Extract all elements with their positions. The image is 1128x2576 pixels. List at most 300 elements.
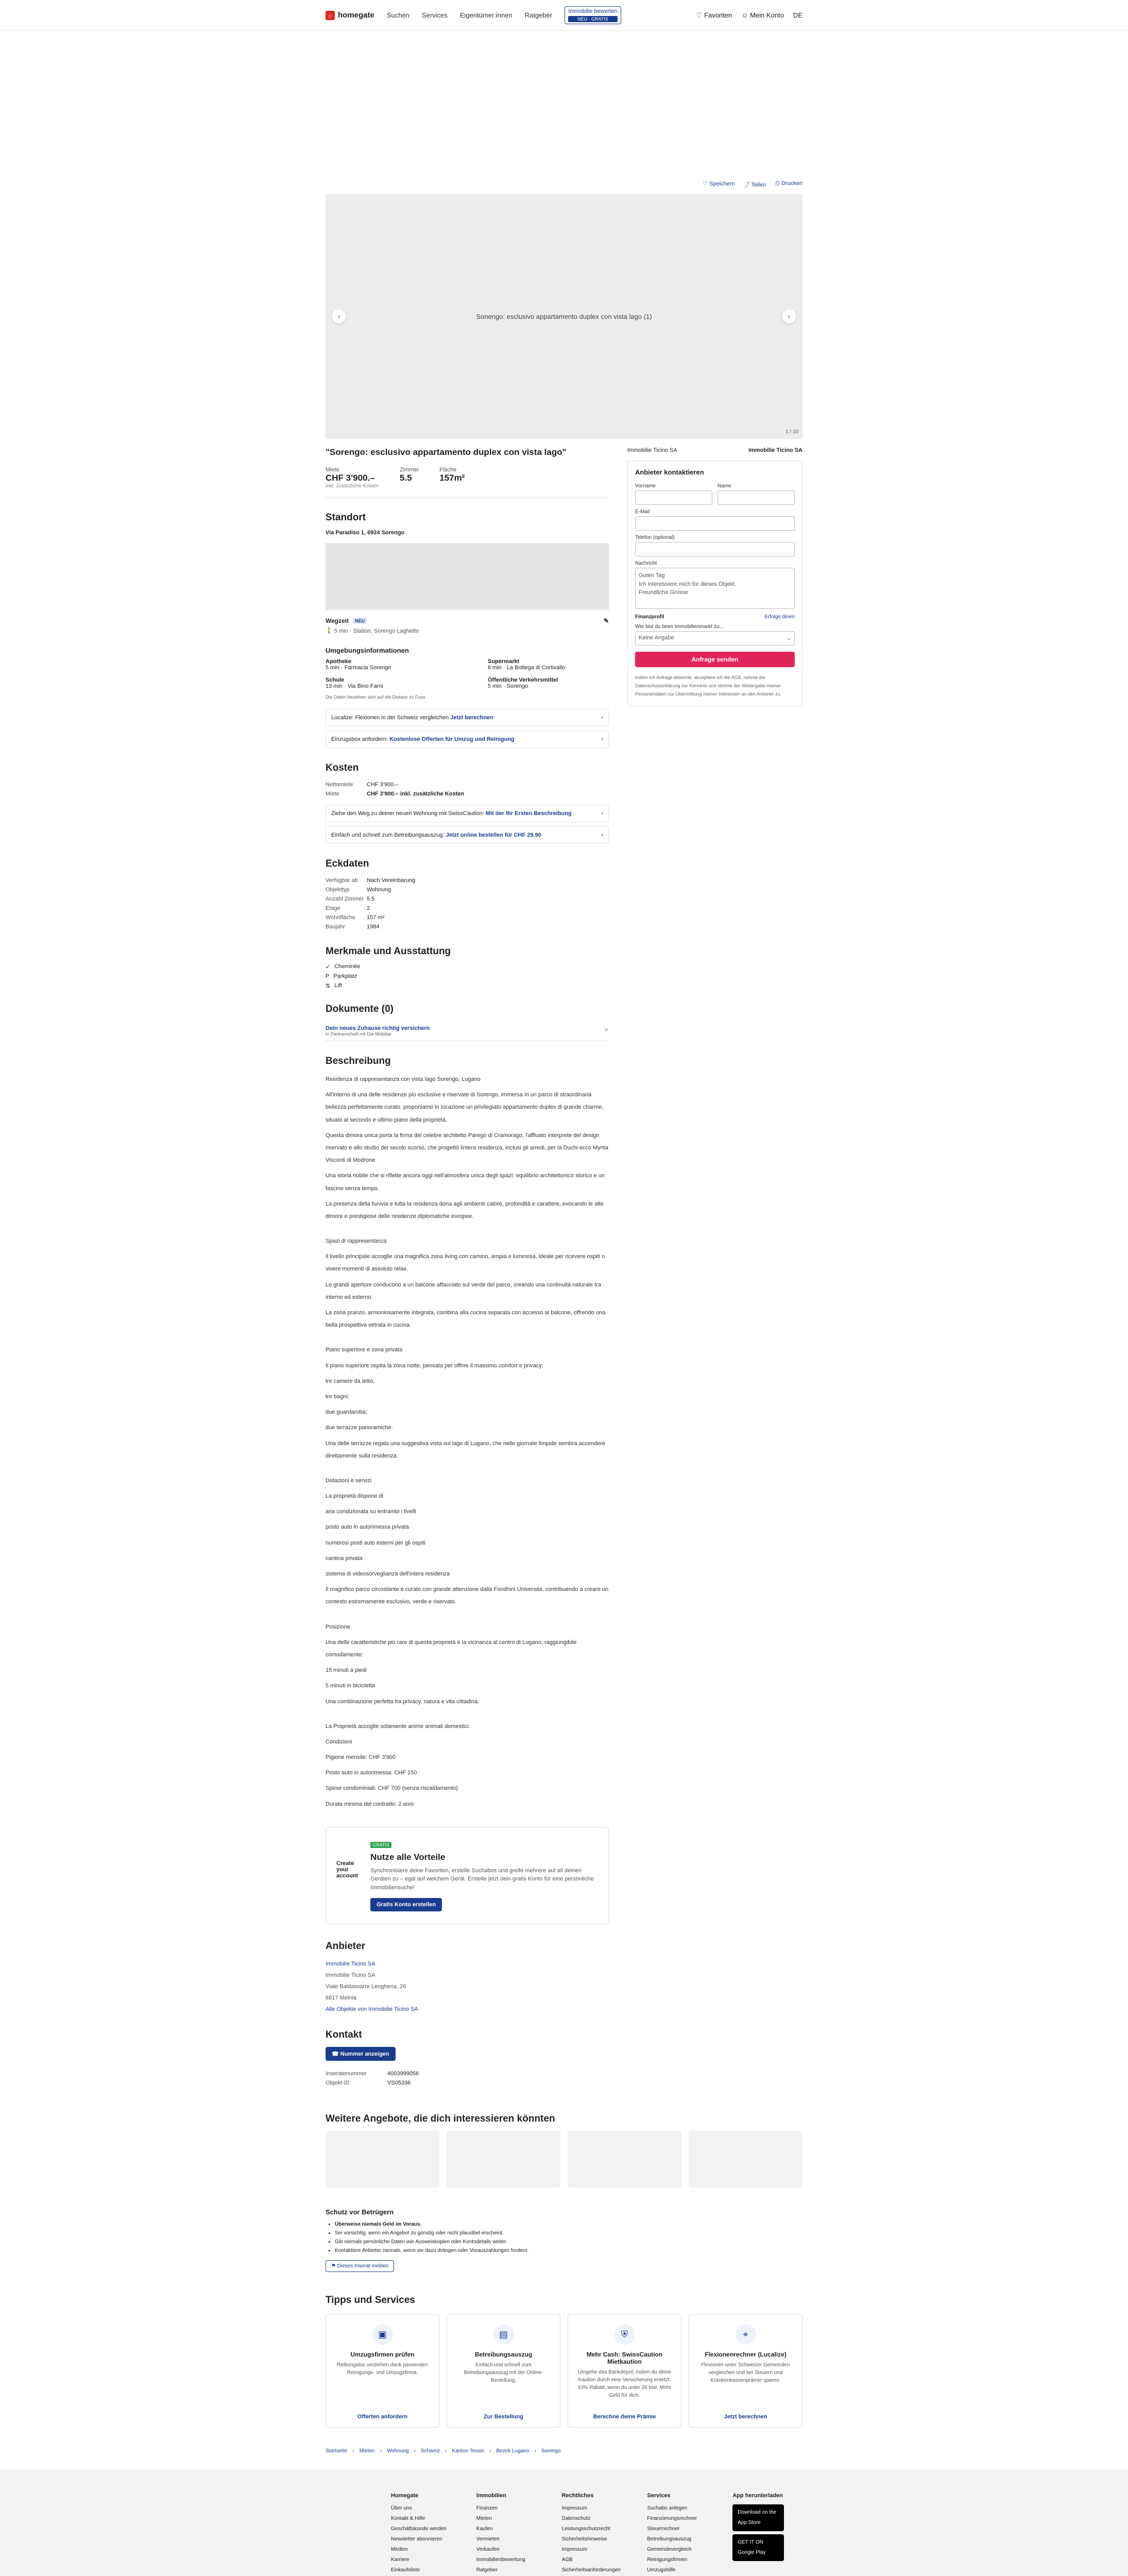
tip-text: Umgehe das Bankdepot, indem du deine Kaution durch eine Versicherung ersetzt. 10% Rabatt, wenn du unter 26 bist. Mehr Geld für dich. (577, 2369, 672, 2399)
poi-heading: Umgebungsinformationen (326, 647, 409, 654)
gallery-next-arrow[interactable]: › (782, 309, 796, 324)
chevron-right-icon: › (601, 832, 603, 838)
tip-title: Betreibungsauszug (474, 2351, 533, 2359)
finance-link[interactable]: Erfolge dinen (764, 614, 795, 620)
provider-company-link[interactable]: Immobilie Ticino SA (326, 1961, 375, 1968)
nav-eigentuemer[interactable]: Eigentümer:innen (459, 11, 512, 19)
table-row (326, 894, 415, 904)
ref-value: 4003999056 (387, 2071, 419, 2077)
account-promo-left: Create your account (336, 1860, 358, 1879)
table-row (326, 2078, 419, 2088)
footer-apps (732, 2490, 802, 2576)
detail-key: Verfügbar ab (326, 877, 358, 884)
sidebar-provider-name-bold: Immobilie Ticino SA (748, 447, 802, 453)
chevron-down-icon: ⌄ (786, 635, 791, 641)
logo-text: homegate (338, 11, 374, 20)
poi-place: Farmacia Sorengo (344, 665, 391, 671)
tips-grid (326, 2314, 802, 2428)
logo-icon: ⌂ (326, 11, 335, 20)
breadcrumb-item[interactable]: Bezirk Lugano (496, 2448, 529, 2454)
show-number-button[interactable] (326, 2047, 396, 2061)
report-label: Dieses Inserat melden (337, 2263, 389, 2269)
description-paragraph: Questa dimora unica porta la firma del celebre architetto Parego di Cramorago, l'affluato interprete del design riservato e allo studio del secolo scorso, che progettò lintera residenza, inclusi gli arredi, per la Duchi ecco Myrtia Visconti di Modrone. (326, 1132, 609, 1164)
user-icon: ☺ (741, 11, 750, 19)
table-row (326, 2069, 419, 2078)
details-heading: Eckdaten (326, 858, 369, 869)
footer-column-title: Services (647, 2493, 671, 2499)
footer-link[interactable]: Über uns (391, 2505, 412, 2512)
description-paragraph: Una delle terrazze regala una suggestiva vista sul lago di Lugano, che nelle giornate limpide sembra accendere direttamente sulla residenza. (326, 1440, 605, 1459)
first-name-input[interactable] (635, 490, 712, 505)
save-label: Speichern (709, 181, 735, 187)
lucalize-link[interactable]: Jetzt berechnen (450, 715, 493, 721)
description-paragraph: La Proprietà accoglie solamente anime animali domestici. (326, 1723, 470, 1730)
more-offers-heading: Weitere Angebote, die dich interessieren könnten (326, 2113, 555, 2125)
price-value: CHF 3'900.– (326, 473, 375, 483)
description-paragraph: Una combinazione perfetta tra privacy, natura e vita cittadina. (326, 1698, 480, 1705)
description-paragraph: posto auto in autorimessa privata (326, 1524, 409, 1531)
footer-column-title: Rechtliches (561, 2493, 594, 2499)
footer-link[interactable]: Kaufen (476, 2526, 493, 2532)
poi-value: 8 min (488, 665, 502, 671)
obj-value: VS05336 (387, 2080, 411, 2087)
table-row (326, 780, 464, 789)
flag-icon: ⚑ (331, 2263, 337, 2269)
description-paragraph: Spese condominiali: CHF 700 (senza riscaldamento) (326, 1785, 458, 1792)
finance-row (635, 614, 795, 620)
betreibung-banner[interactable] (326, 826, 609, 844)
costs-table (326, 780, 464, 799)
chevron-right-icon: › (601, 715, 603, 721)
tip-link[interactable]: Berechne deine Prämie (593, 2414, 656, 2420)
footer-link[interactable]: Leistungsschutzrecht (561, 2526, 610, 2532)
list-item: • Gib niemals persönliche Daten wie Ausweiskopien oder Kontodetails weiter. (335, 2238, 802, 2246)
commute-info: 🚶 5 min · Station, Sorengo Laghetto (326, 628, 419, 634)
detail-key: Wohnfläche (326, 914, 355, 921)
image-gallery[interactable] (326, 194, 802, 439)
footer-link[interactable]: Mieten (476, 2516, 492, 2522)
finance-question: Wie bist du beim Immobilienmarkt zu... (635, 624, 724, 630)
form-legal-text: Indem ich Anfrage absende, akzeptiere ich die AGB, nehme die Datenschutzerklärung zur Kenntnis und stimme der Weitergabe meiner Personendaten zur Übermittlung meiner Interessen an den Anbieter zu. (635, 675, 782, 697)
detail-key: Baujahr (326, 924, 345, 930)
tip-card[interactable] (568, 2314, 681, 2428)
share-button[interactable] (744, 180, 766, 189)
poi-value: 13 min (326, 683, 343, 689)
footer-link[interactable]: Verkaufen (476, 2547, 500, 2553)
swisscaution-link[interactable]: Mit der Ihr Ersten Beschreibung (485, 810, 572, 817)
poi-item: Öffentliche Verkehrsmittel 5 min · Sorengo (488, 677, 609, 689)
features-heading: Merkmale und Ausstattung (326, 946, 451, 957)
swisscaution-text: Ziehe den Weg zu deiner neuen Wohnung mit SwissCaution: (331, 810, 484, 817)
elevator-icon: ⇅ (326, 983, 331, 989)
property-valuation-button[interactable] (565, 6, 621, 25)
description-paragraph: Residenza di rappresentanza con vista lago Sorengo, Lugano (326, 1076, 481, 1082)
report-listing-button[interactable] (326, 2260, 394, 2272)
breadcrumb-item[interactable]: Wohnung (386, 2448, 409, 2454)
contact-form (627, 461, 802, 706)
poi-place: Sorengo (506, 683, 528, 689)
finance-select-value: Keine Angabe (639, 635, 674, 641)
description-paragraph: La presenza della funivia e tutta la residenza dona agli ambienti calore, profondità e carattere, evocando le alte dimore e prestigiose delle residenze diplomatiche europee. (326, 1200, 604, 1219)
cost-key: Nettomiete (326, 782, 353, 788)
share-label: Teilen (751, 182, 766, 188)
nav-services[interactable]: Services (421, 11, 448, 19)
description-paragraph: Una delle caratteristiche più rare di questa proprietà è la vicinanza al centro di Lugano, raggiungibile comodamente: (326, 1639, 577, 1658)
app-store-badge[interactable]: Download on the App Store (732, 2504, 784, 2531)
feature-item (326, 982, 609, 989)
feature-item (326, 973, 609, 979)
ref-label: Inseratenummer (326, 2071, 367, 2077)
gallery-counter: 1 / 10 (785, 429, 798, 435)
footer-column (476, 2490, 546, 2576)
footer-link[interactable]: Suchabo anlegen (647, 2505, 688, 2512)
breadcrumb-item[interactable]: Sorengo (541, 2448, 561, 2454)
feature-label: Cheminée (334, 963, 361, 970)
list-item: • Sei vorsichtig, wenn ein Angebot zu günstig oder nicht plausibel erscheint. (335, 2229, 802, 2238)
contact-sidebar (627, 447, 802, 2088)
listing-actions (326, 175, 802, 194)
contact-heading: Kontakt (326, 2029, 362, 2041)
description-paragraph: Le grandi aperture conducono a un balcone affacciato sul verde del parco, creando una continuità naturale tra interno ed esterno. (326, 1281, 601, 1300)
breadcrumb-item[interactable]: Startseite (326, 2448, 348, 2454)
description-paragraph: aria condizionata su entrambi i livelli (326, 1509, 417, 1515)
offer-card-placeholder[interactable] (568, 2131, 681, 2188)
documents-heading: Dokumente (0) (326, 1004, 394, 1014)
footer-link[interactable]: Medien (391, 2547, 408, 2553)
create-account-button[interactable]: Gratis Konto erstellen (370, 1898, 442, 1911)
provider-all-listings-link[interactable]: Alle Objekte von Immobilie Ticino SA (326, 2006, 418, 2013)
footer-link[interactable]: Finanzen (476, 2505, 498, 2512)
chevron-right-icon: › (601, 736, 603, 742)
more-offers-grid (326, 2131, 802, 2188)
description-heading: Beschreibung (326, 1056, 391, 1066)
insurance-link-row[interactable] (326, 1021, 609, 1041)
einzug-banner[interactable] (326, 731, 609, 748)
insurance-sub: In Partnerschaft mit Die Mobiliar (326, 1031, 392, 1037)
list-item: • Kontaktiere Anbieter niemals, wenn sie dazu drängen oder Vorauszahlungen fordern. (335, 2246, 802, 2255)
account-promo-card (326, 1827, 609, 1925)
feature-label: Parkplatz (333, 973, 357, 979)
tip-text: Flexionen unter Schweizer Gemeinden vergleichen und bei Steuern und Krankenkassenprämie sparen. (701, 2362, 790, 2384)
description-paragraph: cantina privata (326, 1555, 363, 1562)
swisscaution-banner[interactable] (326, 805, 609, 822)
account-link[interactable] (741, 11, 784, 20)
breadcrumb-item[interactable]: Mieten (359, 2448, 375, 2454)
detail-value: 2 (367, 905, 370, 911)
feature-item (326, 963, 609, 970)
language-switch[interactable]: DE (793, 11, 802, 19)
table-row (326, 904, 415, 913)
footer-link[interactable]: Sicherheitsanforderungen (561, 2567, 621, 2573)
offer-card-placeholder[interactable] (447, 2131, 560, 2188)
parking-icon: P (326, 973, 330, 979)
list-item: • Überweise niemals Geld im Voraus. (335, 2220, 802, 2229)
description-paragraph: Durata minima del contratto: 2 anni (326, 1801, 414, 1807)
table-row (326, 922, 415, 931)
description-paragraph: tre bagni; (326, 1393, 349, 1400)
price-sub: inkl. zusätzliche Kosten (326, 483, 379, 489)
provider-heading: Anbieter (326, 1941, 366, 1952)
betreibung-text: Einfach und schnell zum Betreibungsauszug: (331, 832, 445, 838)
poi-title: Öffentliche Verkehrsmittel (488, 677, 558, 683)
description-paragraph: La zona pranzo, armoniosamente integrata, combina alla cucina separata con accesso al balcone, offrendo una bella prospettiva vetrata in cucina. (326, 1310, 606, 1329)
einzug-link[interactable]: Kostenlose Offerten für Umzug und Reinigung (389, 736, 515, 742)
footer-column (562, 2490, 632, 2576)
tip-card[interactable] (447, 2314, 560, 2428)
fraud-heading: Schutz vor Betrügern (326, 2208, 394, 2216)
footer-link[interactable]: Steuerrechner (647, 2526, 680, 2532)
offer-card-placeholder[interactable] (689, 2131, 802, 2188)
top-navigation (0, 0, 1128, 31)
description-paragraph: Piano superiore e zona privata (326, 1347, 403, 1353)
sidebar-provider-name: Immobilie Ticino SA (627, 447, 677, 453)
area-value: 157m² (439, 473, 465, 483)
cost-value: CHF 3'900.– (367, 782, 399, 788)
check-icon: ✓ (326, 964, 331, 970)
tip-link[interactable]: Zur Bestellung (483, 2414, 523, 2420)
address[interactable]: Via Paradiso 1, 6924 Sorengo (326, 530, 405, 536)
footer-link[interactable]: Einkaufsliste (391, 2567, 420, 2573)
footer-spacer (326, 2490, 375, 2576)
save-button[interactable] (703, 180, 734, 189)
last-name-label: Name (717, 483, 731, 489)
poi-item: Supermarkt 8 min · La Bottega di Cortivallo (488, 658, 609, 671)
tip-link[interactable]: Jetzt berechnen (724, 2414, 767, 2420)
footer-columns (326, 2490, 802, 2576)
promo-label: Immobilie bewerten (568, 8, 618, 14)
poi-title: Schule (326, 677, 345, 683)
tip-text: Einfach und schnell zum Betreibungsauszug mit der Online-Bestellung. (464, 2362, 543, 2384)
poi-place: Via Bino Farni (347, 683, 383, 689)
provider-city: 6817 Melnia (326, 1995, 356, 2002)
footer-link[interactable]: Finanzierungsrechner (647, 2516, 697, 2522)
shield-icon: ⛨ (614, 2324, 635, 2345)
provider-street: Viale Baldassarre Lenghena, 26 (326, 1984, 406, 1990)
poi-note: Die Daten beziehen sich auf die Distanz zu Fuss (326, 694, 425, 700)
homegate-logo[interactable] (326, 11, 374, 20)
footer-link[interactable]: Vermieten (476, 2536, 500, 2543)
detail-value: Nach Vereinbarung (367, 877, 416, 884)
cost-value: CHF 3'900.– inkl. zusätzliche Kosten (367, 791, 465, 797)
tip-title: Mehr Cash: SwissCaution Mietkaution (586, 2351, 663, 2366)
detail-value: Wohnung (367, 887, 391, 893)
footer-link[interactable]: AGB (561, 2557, 573, 2563)
commute-label: Wegzeit (326, 617, 349, 624)
ad-space (326, 31, 802, 175)
poi-title: Supermarkt (488, 658, 520, 665)
description-text (326, 1073, 609, 1810)
price-label: Miete (326, 467, 339, 473)
gallery-prev-arrow[interactable]: ‹ (332, 309, 346, 324)
rooms-label: Zimmer (399, 467, 419, 473)
footer-column-title: Homegate (391, 2493, 419, 2499)
account-promo-badge: GRATIS (370, 1842, 391, 1848)
table-row (326, 885, 415, 894)
contact-ids (326, 2069, 419, 2088)
contact-form-heading: Anbieter kontaktieren (635, 468, 704, 476)
detail-key: Objekttyp (326, 887, 350, 893)
nav-ratgeber[interactable]: Ratgeber (524, 11, 553, 19)
tip-card[interactable] (689, 2314, 802, 2428)
show-number-label: Nummer anzeigen (340, 2051, 389, 2058)
message-textarea[interactable]: Guten Tag Ich interessiere mich für dieses Objekt. Freundliche Grüsse (635, 568, 795, 609)
poi-grid (326, 658, 609, 689)
poi-item: Apotheke 5 min · Farmacia Sorengo (326, 658, 447, 671)
tip-card[interactable] (326, 2314, 439, 2428)
betreibung-link[interactable]: Jetzt online bestellen für CHF 29.90 (446, 832, 541, 838)
first-name-label: Vorname (635, 483, 656, 489)
description-paragraph: 5 minuti in bicicletta (326, 1683, 375, 1689)
listing-title: "Sorengo: esclusivo appartamento duplex con vista lago" (326, 447, 567, 457)
footer-link[interactable]: Newsletter abonnieren (391, 2536, 443, 2543)
description-paragraph: sistema di videosorveglianza dell'intera residenza (326, 1571, 450, 1577)
phone-input[interactable] (635, 542, 795, 556)
favorites-label: Favoriten (704, 11, 732, 19)
footer-link[interactable]: Sicherheitshinweise (561, 2536, 607, 2543)
footer-link[interactable]: Kontakt & Hilfe (391, 2516, 425, 2522)
table-row (326, 913, 415, 922)
description-paragraph: Spazi di rappresentanza (326, 1238, 387, 1245)
table-row (326, 876, 415, 885)
description-paragraph: Il livello principale accoglie una magnifica zona living con camino, ampia e luminosa, ideale per ricevere ospiti o vivere momenti di assoluto relax. (326, 1253, 605, 1273)
last-name-input[interactable] (717, 490, 795, 505)
fraud-list (335, 2220, 802, 2255)
phone-label: Telefon (optional) (635, 535, 675, 540)
tip-text: Reibungslos umziehen dank passenden Reinigungs- und Umzugsfirma. (336, 2362, 429, 2376)
finance-label: Finanzprofil (635, 614, 664, 620)
lucalize-banner[interactable] (326, 709, 609, 726)
email-label: E-Mail (635, 509, 650, 515)
footer-link[interactable]: Reinigungsfirmen (647, 2557, 688, 2563)
box-icon: ▣ (372, 2324, 393, 2345)
provider-block (326, 1958, 609, 2015)
footer-link[interactable]: Ratgeber (476, 2567, 498, 2573)
heart-icon: ♡ (703, 181, 710, 187)
walk-icon: 🚶 (326, 628, 334, 634)
detail-value: 5.5 (367, 896, 375, 902)
tips-heading: Tipps und Services (326, 2295, 415, 2306)
cost-key: Miete (326, 791, 339, 797)
map-icon: ⌖ (736, 2324, 756, 2345)
description-paragraph: due terrazze panoramiche. (326, 1425, 393, 1431)
footer-link[interactable]: Betreibungsauszug (647, 2536, 692, 2543)
print-label: Drucken (781, 180, 802, 187)
google-play-badge[interactable]: GET IT ON Google Play (732, 2534, 784, 2561)
detail-value: 1984 (367, 924, 380, 930)
commute-badge: NEU (353, 618, 367, 624)
commute-station: Station, Sorengo Laghetto (353, 628, 419, 634)
footer-link[interactable]: Umzugshilfe (647, 2567, 676, 2573)
description-paragraph: Posto auto in autorimessa: CHF 150 (326, 1770, 417, 1776)
description-paragraph: Il piano superiore ospita la zona notte, pensata per offrire il massimo comfort e privacy: (326, 1362, 543, 1369)
print-icon: ⎙ (775, 180, 782, 187)
apps-title: App herunterladen (732, 2493, 783, 2499)
phone-icon: ☎ (332, 2051, 340, 2058)
commute-row (326, 617, 609, 624)
commute-value: 5 min (334, 628, 348, 634)
footer-link[interactable]: Geschäftskunde werden (391, 2526, 447, 2532)
feature-label: Lift (334, 982, 342, 989)
account-label: Mein Konto (750, 11, 784, 19)
heart-icon: ♡ (696, 11, 705, 19)
description-paragraph: Una storia nobile che si riflette ancora oggi nell'atmosfera unica degli spazi: equilibrio architettonico storico e un fascino senza tempo. (326, 1173, 605, 1192)
description-paragraph: Condizioni (326, 1738, 352, 1745)
chevron-down-icon: ⌄ (604, 1026, 609, 1032)
footer-column-title: Immobilien (476, 2493, 506, 2499)
listing-main (326, 447, 609, 2088)
footer-link[interactable]: Gemeindevergleich (647, 2547, 692, 2553)
detail-key: Anzahl Zimmer (326, 896, 364, 902)
chevron-right-icon: › (601, 810, 603, 817)
poi-place: La Bottega di Cortivallo (506, 665, 566, 671)
promo-badge: NEU · GRATIS (568, 16, 617, 23)
breadcrumb: Startseite › Mieten › Wohnung › Schweiz › Kanton Tessin › Bezirk Lugano › Sorengo (326, 2448, 561, 2454)
favorites-link[interactable] (696, 11, 732, 20)
share-icon: ⤴ (744, 182, 751, 188)
einzug-text: Einzugsbox anfordern: (331, 736, 388, 742)
description-paragraph: due guardaroba; (326, 1409, 367, 1416)
document-icon: ▤ (493, 2324, 514, 2345)
insurance-link[interactable]: Dein neues Zuhause richtig versichern (326, 1025, 430, 1031)
finance-select[interactable] (635, 631, 795, 646)
tip-link[interactable]: Offerten anfordern (357, 2414, 408, 2420)
footer-link[interactable]: Impressum (561, 2505, 588, 2512)
footer-link[interactable]: Karriere (391, 2557, 409, 2563)
poi-item: Schule 13 min · Via Bino Farni (326, 677, 447, 689)
offer-card-placeholder[interactable] (326, 2131, 439, 2188)
nav-suchen[interactable]: Suchen (386, 11, 409, 19)
gallery-caption: Sonengo: esclusivo appartamento duplex con vista lago (1) (476, 312, 652, 320)
description-paragraph: All'interno di una delle residenze più esclusive e riservate di Sorengo, immersa in un parco di straordinaria bellezza perfettamente curato, proponiamo in locazione un privilegiato appartamento duplex di grande charme, situato al secondo e ultimo piano della proprietà. (326, 1092, 604, 1123)
detail-value: 157 m² (367, 914, 385, 921)
print-button[interactable] (775, 180, 802, 189)
details-table (326, 876, 415, 931)
account-promo-title: Nutze alle Vorteile (370, 1852, 446, 1862)
tip-title: Flexionenrechner (Lucalize) (705, 2351, 787, 2359)
key-facts (326, 467, 609, 498)
obj-label: Objekt-ID (326, 2080, 350, 2087)
footer-link[interactable]: Datenschutz (561, 2516, 591, 2522)
message-label: Nachricht (635, 561, 657, 566)
breadcrumb-item[interactable]: Kanton Tessin (452, 2448, 485, 2454)
area-label: Fläche (439, 467, 457, 473)
lucalize-text: Lucalize: Flexionen in der Schweiz vergleichen (331, 715, 449, 721)
tip-title: Umzugsfirmen prüfen (350, 2351, 415, 2359)
description-paragraph: Il magnifico parco circostante è curato con grande attenzione dalla Fondhini Universita, contribuendo a creare un contesto estremamente esclusivo, verde e riservato. (326, 1586, 609, 1605)
poi-title: Apotheke (326, 658, 352, 665)
submit-inquiry-button[interactable]: Anfrage senden (635, 652, 795, 667)
location-map[interactable] (326, 543, 609, 610)
table-row (326, 789, 464, 799)
email-input[interactable] (635, 516, 795, 531)
footer-column (391, 2490, 461, 2576)
breadcrumb-item[interactable]: Schweiz (420, 2448, 440, 2454)
location-heading: Standort (326, 512, 366, 523)
footer-link[interactable]: Impressum (561, 2547, 588, 2553)
footer (0, 2469, 1128, 2576)
description-paragraph: Posizione (326, 1623, 350, 1630)
edit-icon[interactable]: ✎ (603, 617, 609, 624)
poi-value: 5 min (488, 683, 502, 689)
footer-link[interactable]: Immobilienbewertung (476, 2557, 525, 2563)
description-paragraph: Pigione mensile: CHF 3'900 (326, 1754, 396, 1761)
footer-column (647, 2490, 717, 2576)
description-paragraph: tre camere da letto; (326, 1378, 374, 1384)
costs-heading: Kosten (326, 762, 359, 773)
sidebar-provider (627, 447, 802, 453)
poi-value: 5 min (326, 665, 339, 671)
rooms-value: 5.5 (399, 473, 412, 483)
